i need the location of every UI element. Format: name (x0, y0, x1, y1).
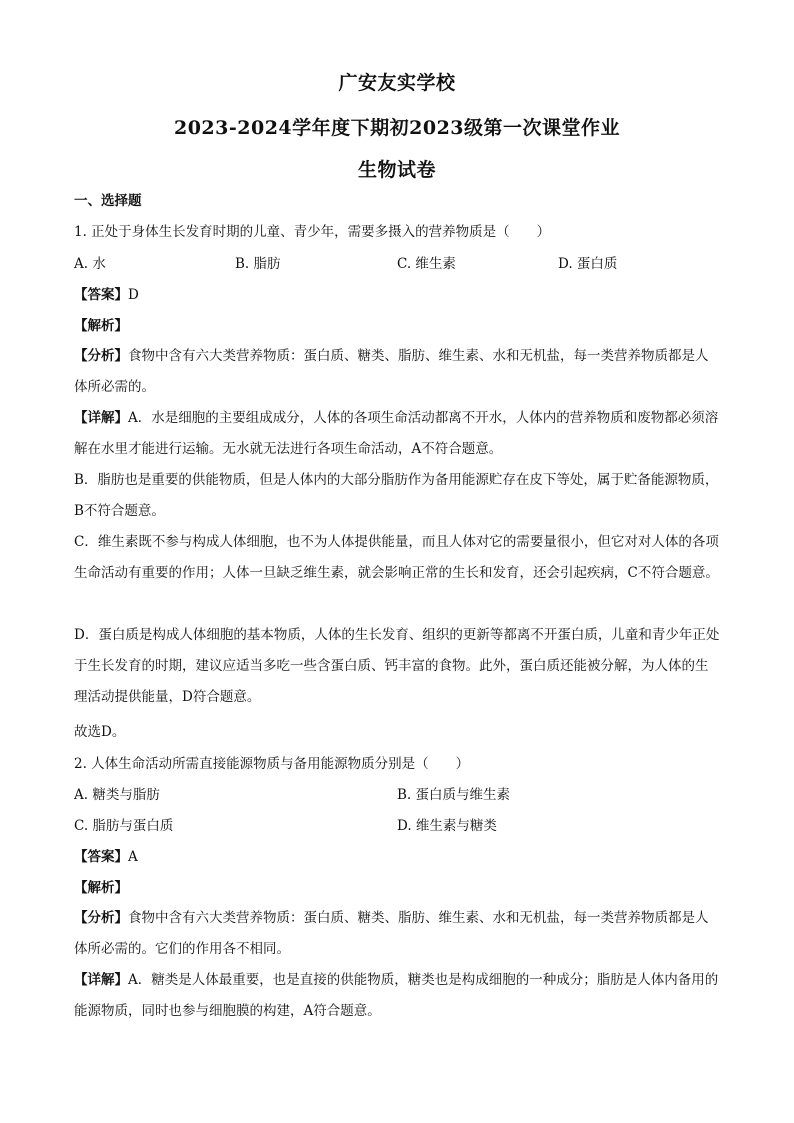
q2-option-b: B. 蛋白质与维生素 (397, 787, 511, 803)
q1-detail-b: B．脂肪也是重要的供能物质，但是人体内的大部分脂肪作为备用能源贮存在皮下等处，属于贮备能源物质，B不符合题意。 (74, 472, 719, 519)
q2-option-d: D. 维生素与糖类 (397, 818, 497, 834)
q1-conclusion: 故选D。 (74, 724, 126, 740)
q2-answer-value: A (128, 849, 138, 865)
q1-stem: 1. 正处于身体生长发育时期的儿童、青少年，需要多摄入的营养物质是（ ） (74, 224, 551, 240)
q2-fenxi (74, 903, 720, 965)
school-title: 广安友实学校 (338, 72, 456, 94)
q1-answer (74, 285, 139, 305)
q2-option-c: C. 脂肪与蛋白质 (74, 818, 174, 834)
q2-fenxi-text: 食物中含有六大类营养物质：蛋白质、糖类、脂肪、维生素、水和无机盐，每一类营养物质都是人体所必需的。它们的作用各不相同。 (74, 910, 709, 957)
q2-detail-a (74, 965, 720, 1027)
section-title: 一、选择题 (74, 193, 142, 209)
q2-stem: 2. 人体生命活动所需直接能源物质与备用能源物质分别是（ ） (74, 756, 470, 772)
q1-detail-c: C．维生素既不参与构成人体细胞，也不为人体提供能量，而且人体对它的需要量很小，但它对对人体的各项生命活动有重要的作用；人体一旦缺乏维生素，就会影响正常的生长和发育，还会引起疾病，C不符合题意。 (74, 534, 719, 581)
q2-detail-a-text: A．糖类是人体最重要，也是直接的供能物质，糖类也是构成细胞的一种成分；脂肪是人体内备用的能源物质，同时也参与细胞膜的构建，A符合题意。 (74, 972, 719, 1019)
q1-detail-d: D．蛋白质是构成人体细胞的基本物质，人体的生长发育、组织的更新等都离不开蛋白质，儿童和青少年正处于生长发育的时期，建议应适当多吃一些含蛋白质、钙丰富的食物。此外，蛋白质还能被分解，为人体的生理活动提供能量，D符合题意。 (74, 627, 720, 705)
q1-answer-value: D (128, 287, 139, 303)
q2-answer-tag: 【答案】 (74, 849, 128, 865)
q2-fenxi-tag: 【分析】 (74, 910, 128, 926)
subject-title: 生物试卷 (357, 159, 436, 181)
q1-detail-a-text: A．水是细胞的主要组成成分，人体的各项生命活动都离不开水，人体内的营养物质和废物都必须溶解在水里才能进行运输。无水就无法进行各项生命活动，A不符合题意。 (74, 410, 719, 457)
q2-analysis-tag: 【解析】 (74, 880, 128, 896)
q2-answer (74, 847, 138, 867)
q2-xiangjie-tag: 【详解】 (74, 972, 128, 988)
q2-option-a: A. 糖类与脂肪 (74, 787, 160, 803)
q1-option-c: C. 维生素 (397, 256, 456, 272)
q1-option-b: B. 脂肪 (235, 256, 281, 272)
q1-detail-a (74, 403, 720, 465)
q1-option-a: A. 水 (74, 256, 106, 272)
q1-answer-tag: 【答案】 (74, 287, 128, 303)
q1-fenxi-text: 食物中含有六大类营养物质：蛋白质、糖类、脂肪、维生素、水和无机盐，每一类营养物质都是人体所必需的。 (74, 348, 709, 395)
term-title: 2023-2024学年度下期初2023级第一次课堂作业 (173, 117, 621, 139)
q1-fenxi-tag: 【分析】 (74, 348, 128, 364)
q1-option-d: D. 蛋白质 (558, 256, 618, 272)
q1-analysis-tag: 【解析】 (74, 318, 128, 334)
q1-xiangjie-tag: 【详解】 (74, 410, 128, 426)
q1-fenxi (74, 341, 720, 403)
